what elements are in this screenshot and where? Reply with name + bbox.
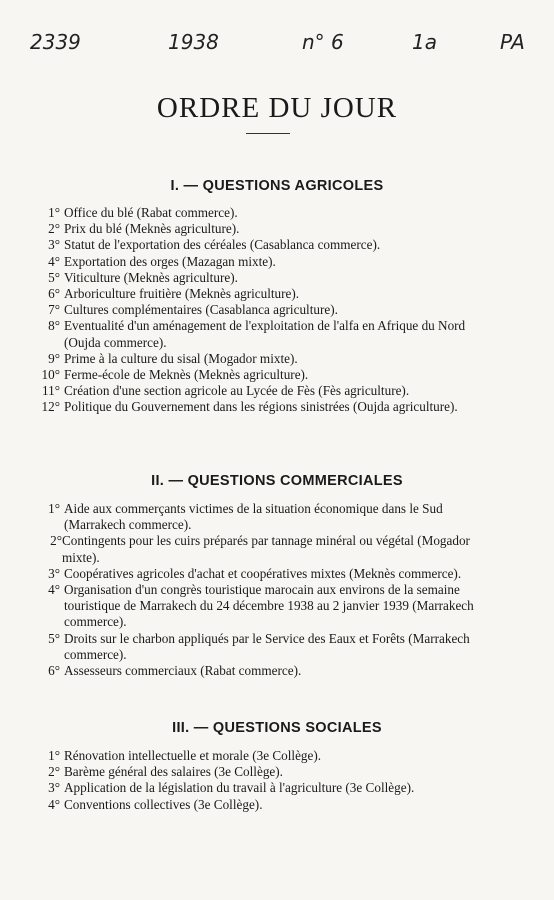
section-heading-sociales: III. — QUESTIONS SOCIALES bbox=[172, 720, 382, 736]
list-item bbox=[0, 237, 554, 253]
list-item bbox=[0, 205, 554, 221]
item-text: Arboriculture fruitière (Meknès agriculture). bbox=[64, 286, 300, 302]
item-text: Politique du Gouvernement dans les régions sinistrées (Oujda agriculture). bbox=[64, 399, 458, 415]
item-number: 3° bbox=[48, 565, 60, 581]
item-number: 2° bbox=[50, 533, 62, 549]
item-text: Application de la législation du travail à l'agriculture (3e Collège). bbox=[64, 780, 415, 796]
item-text: Création d'une section agricole au Lycée de Fès (Fès agriculture). bbox=[64, 383, 410, 399]
item-text: Organisation d'un congrès touristique marocain aux environs de la semaine touristique de Marrakech du 24 décembre 1938 au 2 janvier 1939 (Marrakech commerce). bbox=[64, 582, 474, 630]
item-text: Coopératives agricoles d'achat et coopératives mixtes (Meknès commerce). bbox=[64, 565, 462, 581]
list-item bbox=[0, 748, 554, 764]
handwritten-note-issue: n° 6 bbox=[302, 30, 344, 54]
list-item bbox=[0, 663, 554, 679]
item-text: Aide aux commerçants victimes de la situation économique dans le Sud (Marrakech commerce). bbox=[64, 501, 443, 533]
handwritten-note-year: 1938 bbox=[168, 30, 219, 54]
item-number: 2° bbox=[48, 221, 60, 237]
section-list-commerciales bbox=[0, 501, 554, 679]
item-text: Prix du blé (Meknès agriculture). bbox=[64, 221, 240, 237]
list-item bbox=[0, 221, 554, 237]
item-text: Viticulture (Meknès agriculture). bbox=[64, 269, 238, 285]
item-text: Exportation des orges (Mazagan mixte). bbox=[64, 253, 276, 269]
item-text: Assesseurs commerciaux (Rabat commerce). bbox=[64, 663, 302, 679]
list-item bbox=[0, 501, 554, 533]
item-number: 4° bbox=[48, 582, 60, 598]
list-item bbox=[0, 764, 554, 780]
item-number: 3° bbox=[48, 237, 60, 253]
list-item bbox=[0, 399, 554, 415]
item-text: Contingents pour les cuirs préparés par tannage minéral ou végétal (Mogador mixte). bbox=[62, 533, 470, 565]
title-underline bbox=[246, 133, 290, 134]
item-text: Statut de l'exportation des céréales (Casablanca commerce). bbox=[64, 237, 381, 253]
list-item bbox=[0, 566, 554, 582]
list-item bbox=[0, 780, 554, 796]
list-item bbox=[0, 533, 554, 565]
item-number: 12° bbox=[41, 399, 60, 415]
item-number: 2° bbox=[48, 764, 60, 780]
item-text: Ferme-école de Meknès (Meknès agriculture). bbox=[64, 367, 309, 383]
section-heading-agricoles: I. — QUESTIONS AGRICOLES bbox=[170, 178, 384, 194]
section-list-sociales bbox=[0, 748, 554, 813]
item-text: Rénovation intellectuelle et morale (3e Collège). bbox=[64, 748, 322, 763]
item-number: 1° bbox=[48, 748, 60, 763]
item-text: Conventions collectives (3e Collège). bbox=[64, 796, 263, 812]
item-number: 9° bbox=[48, 350, 60, 366]
list-item bbox=[0, 582, 554, 631]
item-text: Office du blé (Rabat commerce). bbox=[64, 205, 238, 220]
item-number: 10° bbox=[41, 367, 60, 383]
handwritten-note-number: 2339 bbox=[30, 30, 81, 54]
item-number: 6° bbox=[48, 286, 60, 302]
item-number: 1° bbox=[48, 205, 60, 220]
item-number: 1° bbox=[48, 501, 60, 516]
item-number: 4° bbox=[48, 253, 60, 269]
list-item bbox=[0, 383, 554, 399]
section-list-agricoles bbox=[0, 205, 554, 416]
list-item bbox=[0, 351, 554, 367]
item-number: 7° bbox=[48, 302, 60, 318]
item-number: 6° bbox=[48, 663, 60, 679]
list-item bbox=[0, 254, 554, 270]
list-item bbox=[0, 797, 554, 813]
list-item bbox=[0, 286, 554, 302]
page-title: ORDRE DU JOUR bbox=[156, 92, 398, 124]
item-number: 5° bbox=[48, 269, 60, 285]
handwritten-note-la: 1a bbox=[412, 30, 437, 54]
list-item bbox=[0, 367, 554, 383]
item-text: Cultures complémentaires (Casablanca agriculture). bbox=[64, 302, 338, 318]
item-text: Eventualité d'un aménagement de l'exploitation de l'alfa en Afrique du Nord (Oujda commerce). bbox=[64, 318, 466, 350]
item-text: Droits sur le charbon appliqués par le Service des Eaux et Forêts (Marrakech commerce). bbox=[64, 630, 470, 662]
item-text: Prime à la culture du sisal (Mogador mixte). bbox=[64, 350, 298, 366]
list-item bbox=[0, 270, 554, 286]
handwritten-note-pa: PA bbox=[500, 30, 525, 54]
item-number: 5° bbox=[48, 630, 60, 646]
item-text: Barème général des salaires (3e Collège). bbox=[64, 764, 283, 780]
item-number: 4° bbox=[48, 796, 60, 812]
item-number: 8° bbox=[48, 318, 60, 334]
list-item bbox=[0, 302, 554, 318]
item-number: 3° bbox=[48, 780, 60, 796]
list-item bbox=[0, 631, 554, 663]
item-number: 11° bbox=[42, 383, 60, 399]
section-heading-commerciales: II. — QUESTIONS COMMERCIALES bbox=[151, 473, 403, 489]
list-item bbox=[0, 318, 554, 350]
